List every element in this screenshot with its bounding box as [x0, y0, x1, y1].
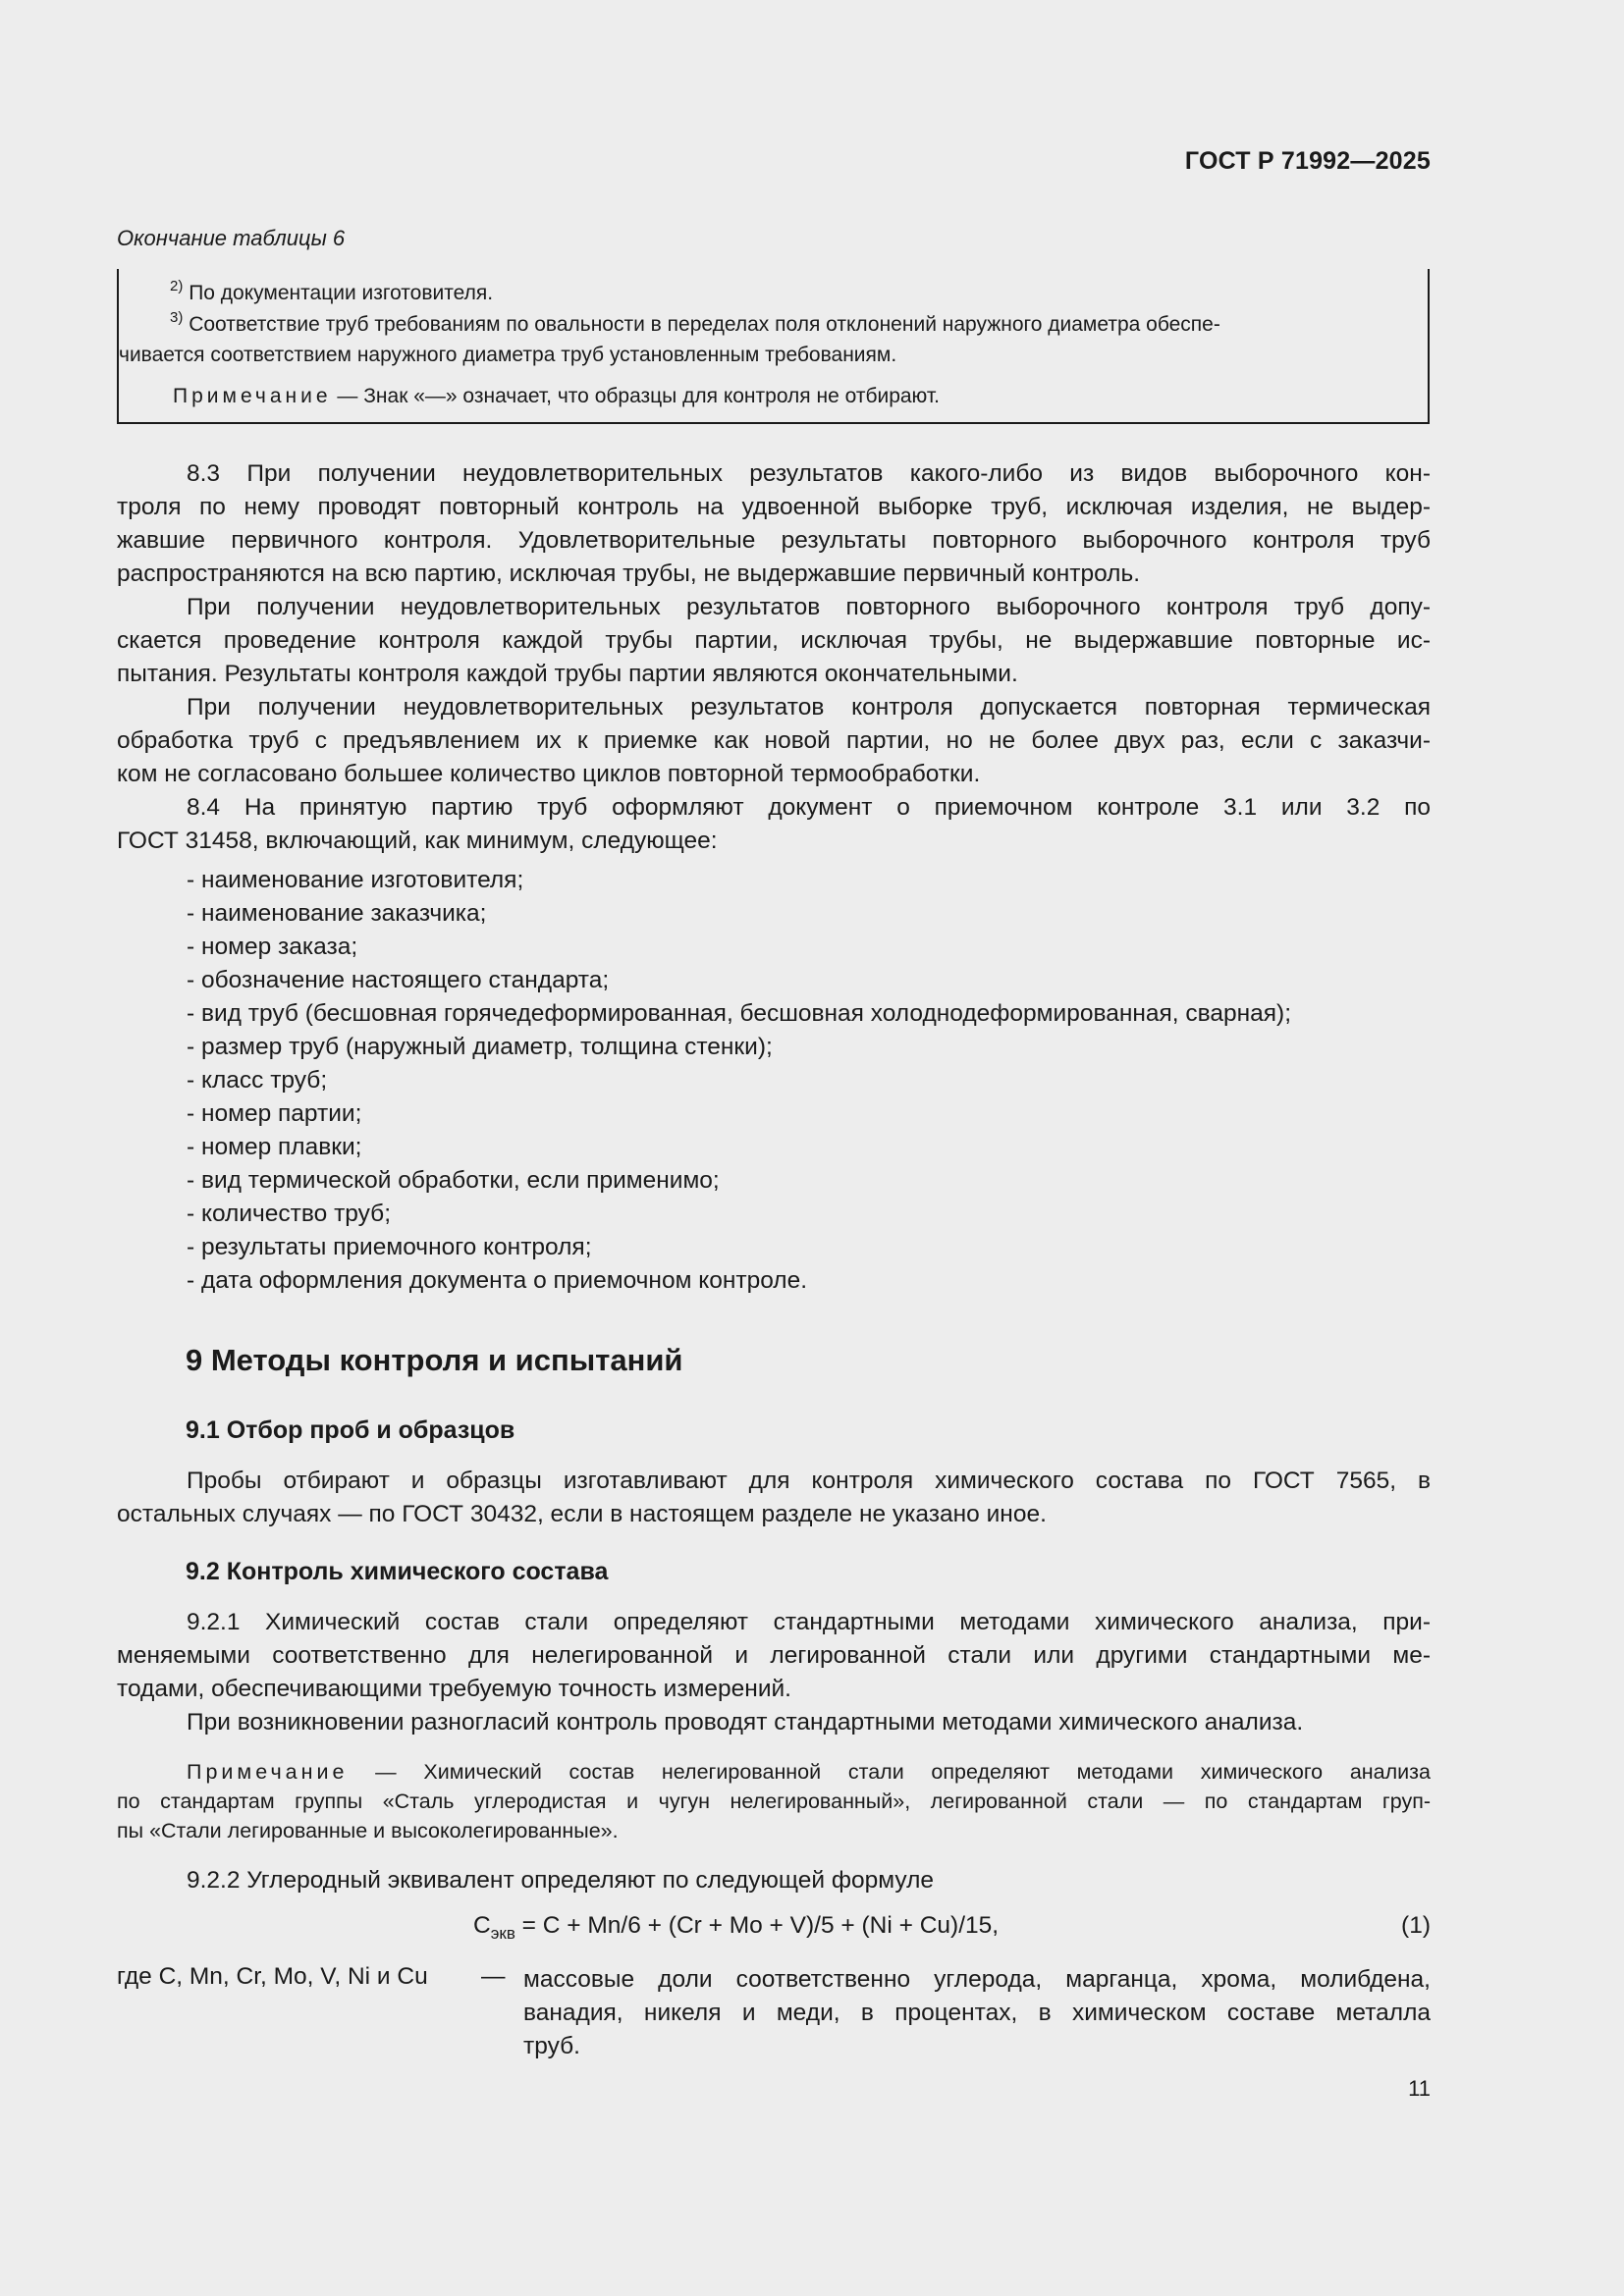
footnote-3 [170, 308, 1418, 341]
list-item: - вид термической обработки, если применимо; [187, 1167, 720, 1194]
where-dash: — [481, 1963, 506, 1990]
paragraph-line: жавшие первичного контроля. Удовлетворительные результаты повторного выборочного контроля труб [117, 527, 1431, 554]
list-item: - номер партии; [187, 1100, 362, 1127]
list-item: - наименование заказчика; [187, 900, 487, 927]
list-item: - размер труб (наружный диаметр, толщина стенки); [187, 1034, 773, 1060]
note-line [187, 1757, 1431, 1787]
note-text: — Химический состав нелегированной стали определяют методами химического анализа [348, 1760, 1431, 1784]
description-line: труб. [523, 2033, 580, 2059]
paragraph-line: троля по нему проводят повторный контроль на удвоенной выборке труб, исключая изделия, не выдер- [117, 494, 1431, 520]
page-number: 11 [1408, 2076, 1431, 2101]
paragraph-line: ком не согласовано большее количество циклов повторной термообработки. [117, 761, 981, 787]
formula-subscript: экв [490, 1924, 515, 1943]
list-item: - номер заказа; [187, 934, 358, 960]
standard-code: ГОСТ Р 71992—2025 [1184, 147, 1431, 175]
list-item: - вид труб (бесшовная горячедеформированная, бесшовная холоднодеформированная, сварная); [187, 1000, 1292, 1027]
table-footnotes-box [117, 269, 1430, 424]
carbon-equivalent-formula [473, 1912, 1000, 1943]
paragraph-line: 9.2.2 Углеродный эквивалент определяют по следующей формуле [187, 1867, 935, 1894]
formula-number: (1) [1401, 1912, 1431, 1939]
paragraph-line: пытания. Результаты контроля каждой трубы партии являются окончательными. [117, 661, 1018, 687]
footnote-3-continuation: чивается соответствием наружного диаметра труб установленным требованиям. [119, 344, 897, 366]
paragraph-line: При получении неудовлетворительных результатов повторного выборочного контроля труб допу- [187, 594, 1431, 620]
paragraph-line: скается проведение контроля каждой трубы партии, исключая трубы, не выдержавшие повторные ис- [117, 627, 1431, 654]
section-9-2-heading: 9.2 Контроль химического состава [186, 1558, 609, 1585]
paragraph-line: При получении неудовлетворительных результатов контроля допускается повторная термическая [187, 694, 1431, 721]
description-line: массовые доли соответственно углерода, марганца, хрома, молибдена, [523, 1966, 1431, 1993]
list-item: - класс труб; [187, 1067, 328, 1094]
list-item: - номер плавки; [187, 1134, 362, 1160]
footnote-text: Соответствие труб требованиям по овальности в переделах поля отклонений наружного диаметра обеспе- [189, 313, 1220, 336]
paragraph-line: При возникновении разногласий контроль проводят стандартными методами химического анализа. [187, 1709, 1304, 1735]
section-9-heading: 9 Методы контроля и испытаний [186, 1343, 683, 1377]
footnote-mark: 2) [170, 278, 184, 294]
note-text: — Знак «—» означает, что образцы для контроля не отбирают. [331, 385, 940, 407]
list-item: - дата оформления документа о приемочном контроле. [187, 1267, 808, 1294]
formula-expression: = C + Mn/6 + (Cr + Mo + V)/5 + (Ni + Cu)/15, [514, 1912, 1000, 1939]
paragraph-line: 9.2.1 Химический состав стали определяют стандартными методами химического анализа, при- [187, 1609, 1431, 1635]
paragraph-line: меняемыми соответственно для нелегированной и легированной стали или другими стандартными ме- [117, 1642, 1431, 1669]
paragraph-line: 8.3 При получении неудовлетворительных результатов какого-либо из видов выборочного кон- [187, 460, 1431, 487]
list-item: - результаты приемочного контроля; [187, 1234, 592, 1260]
paragraph-line: остальных случаях — по ГОСТ 30432, если в настоящем разделе не указано иное. [117, 1501, 1047, 1527]
paragraph-line: ГОСТ 31458, включающий, как минимум, следующее: [117, 828, 718, 854]
footnote-text: По документации изготовителя. [189, 282, 494, 304]
paragraph-line: Пробы отбирают и образцы изготавливают для контроля химического состава по ГОСТ 7565, в [187, 1468, 1431, 1494]
list-item: - наименование изготовителя; [187, 867, 524, 893]
footnote-mark: 3) [170, 309, 184, 326]
note-line: по стандартам группы «Сталь углеродистая и чугун нелегированный», легированной стали — по стандартам груп- [117, 1789, 1431, 1813]
list-item: - обозначение настоящего стандарта; [187, 967, 610, 993]
paragraph-line: 8.4 На принятую партию труб оформляют документ о приемочном контроле 3.1 или 3.2 по [187, 794, 1431, 821]
section-9-1-heading: 9.1 Отбор проб и образцов [186, 1416, 515, 1444]
paragraph-line: распространяются на всю партию, исключая трубы, не выдержавшие первичный контроль. [117, 561, 1141, 587]
table-continuation-caption: Окончание таблицы 6 [117, 226, 346, 250]
note-label: Примечание [187, 1760, 349, 1784]
where-label: где C, Mn, Cr, Mo, V, Ni и Cu [117, 1963, 428, 1990]
footnote-2 [170, 277, 1428, 309]
table-note [173, 380, 1428, 412]
note-line: пы «Стали легированные и высоколегированные». [117, 1819, 619, 1842]
description-line: ванадия, никеля и меди, в процентах, в химическом составе металла [523, 2000, 1431, 2026]
list-item: - количество труб; [187, 1201, 391, 1227]
formula-symbol: C [473, 1912, 491, 1939]
paragraph-line: тодами, обеспечивающими требуемую точность измерений. [117, 1676, 791, 1702]
note-label: Примечание [173, 385, 332, 407]
paragraph-line: обработка труб с предъявлением их к приемке как новой партии, но не более двух раз, если с заказчи- [117, 727, 1431, 754]
